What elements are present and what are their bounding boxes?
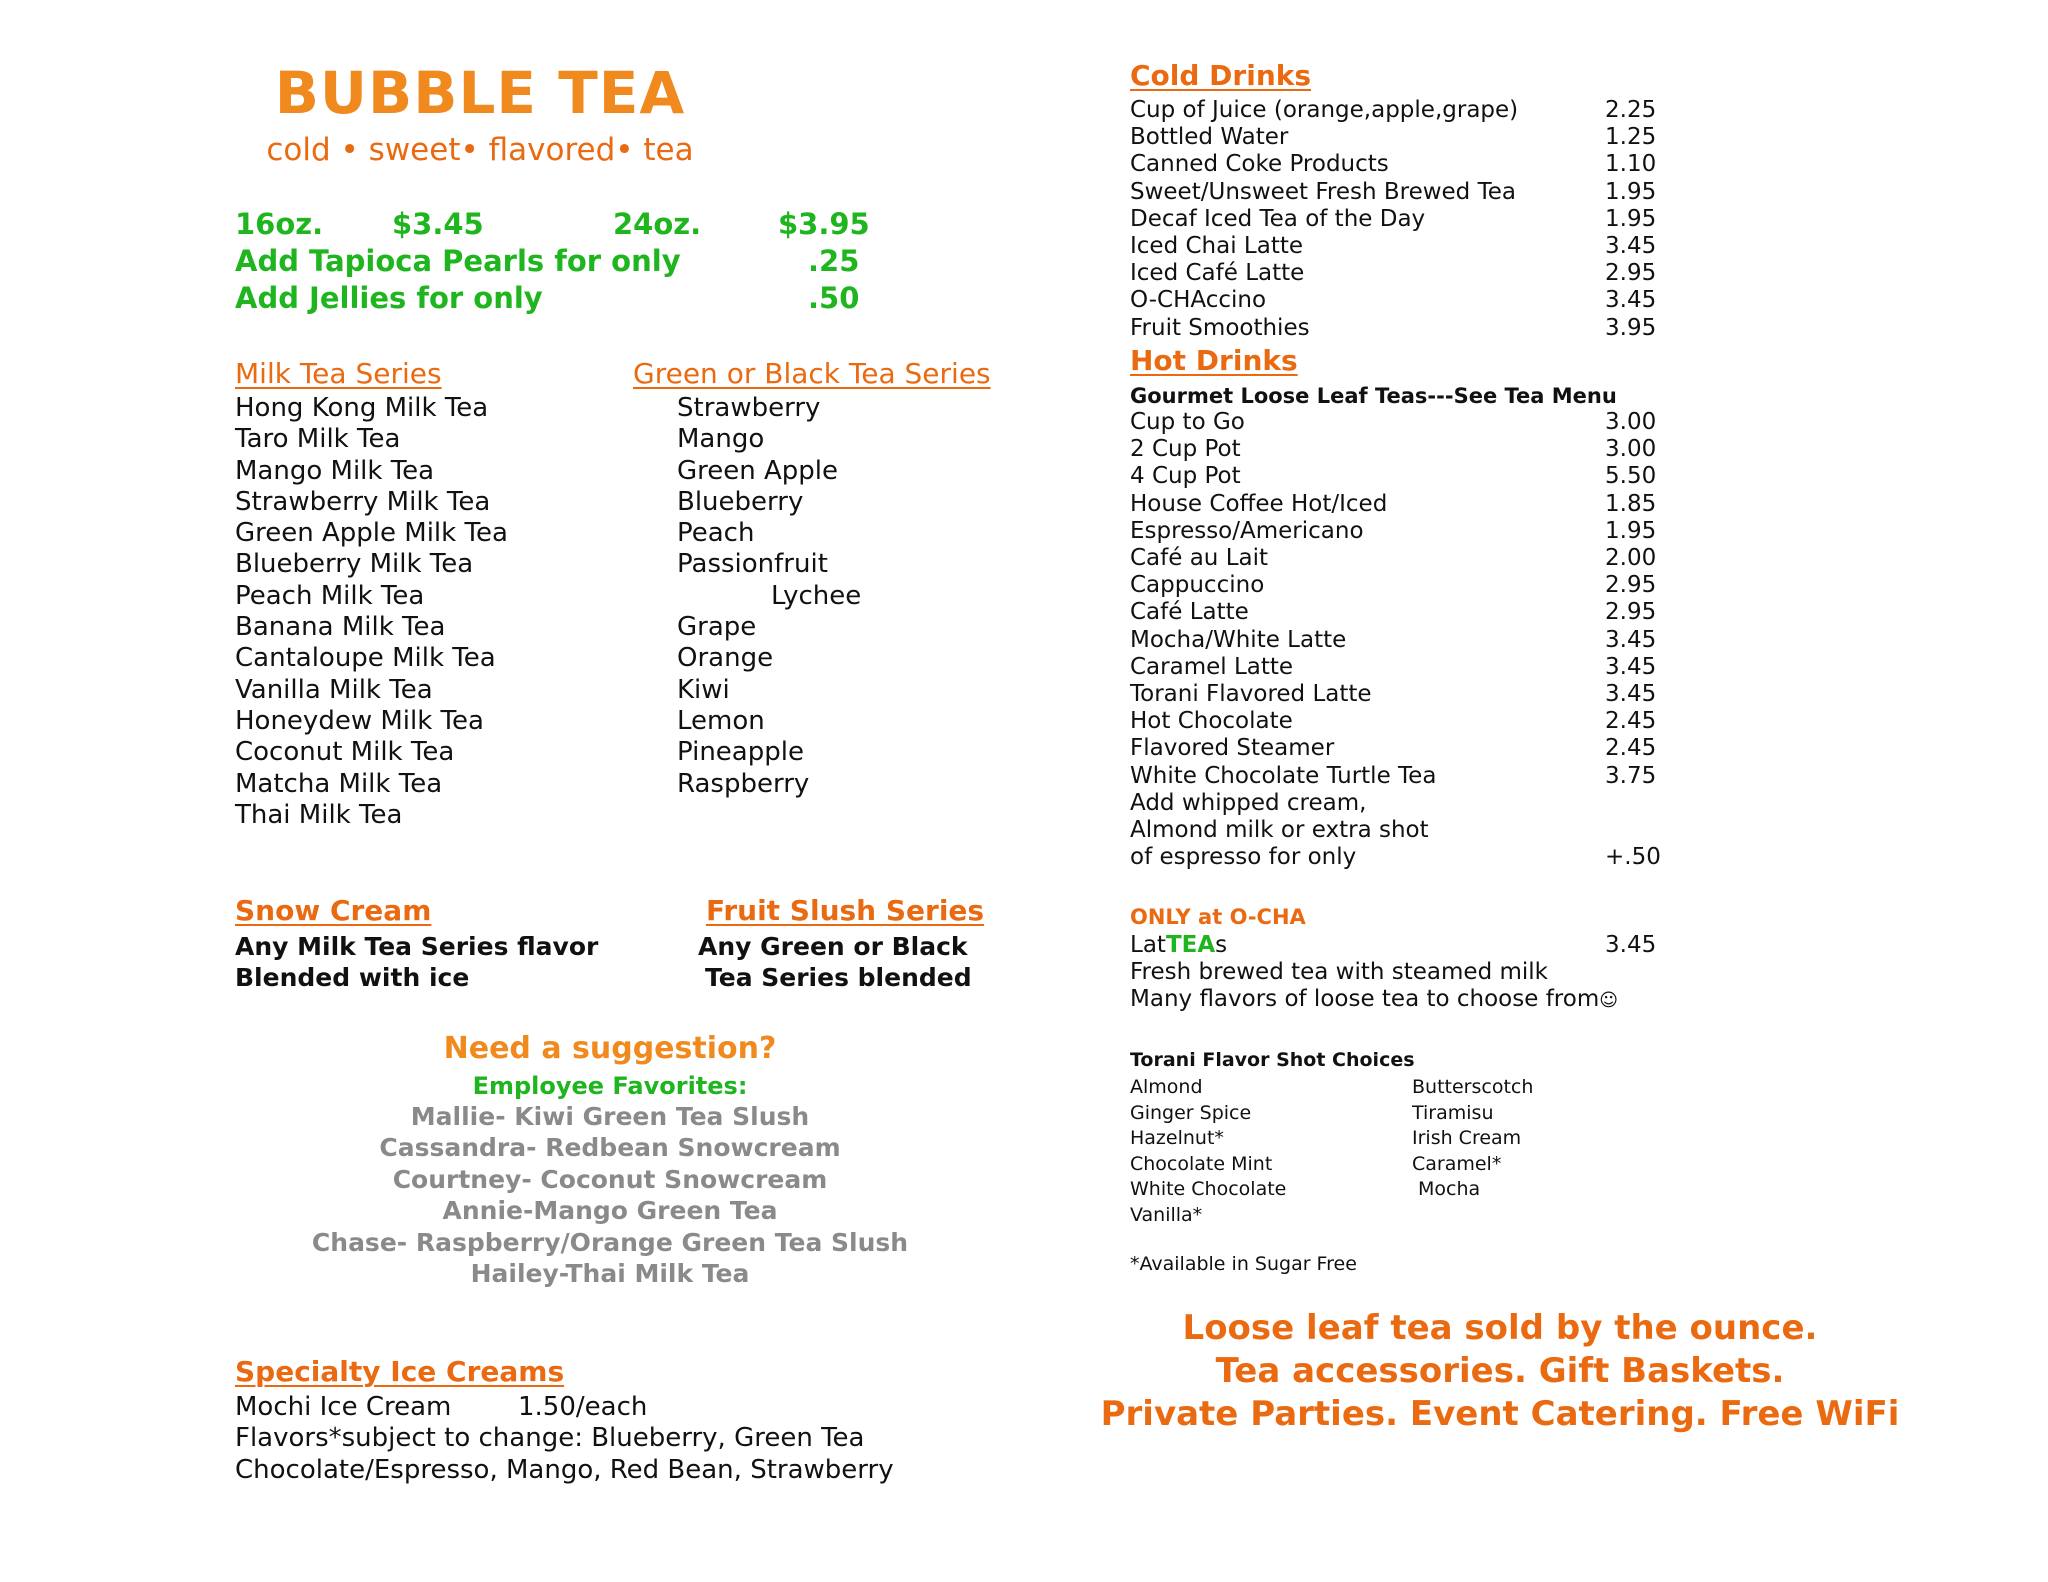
promo-line2: Tea accessories. Gift Baskets. — [1215, 1351, 1785, 1391]
list-item: Mallie- Kiwi Green Tea Slush — [410, 1102, 810, 1131]
tapioca-price: .25 — [808, 244, 860, 278]
list-item: Lemon — [677, 705, 765, 736]
lattea-desc2-text: Many flavors of loose tea to choose from — [1130, 986, 1600, 1012]
list-item: Chocolate Mint — [1130, 1152, 1273, 1175]
item-name: Sweet/Unsweet Fresh Brewed Tea — [1130, 178, 1516, 205]
menu-row — [1130, 626, 1657, 654]
item-price: 1.95 — [1605, 517, 1657, 544]
list-item: Strawberry Milk Tea — [235, 486, 491, 517]
lattea-item — [1130, 932, 1227, 959]
item-name: 4 Cup Pot — [1130, 463, 1241, 490]
list-item: Blueberry — [677, 486, 804, 517]
item-name: Add whipped cream, — [1130, 789, 1367, 816]
lattea-desc1: Fresh brewed tea with steamed milk — [1130, 959, 1548, 985]
milk-tea-heading: Milk Tea Series — [235, 357, 442, 390]
snow-cream-line2: Blended with ice — [235, 963, 470, 992]
menu-row — [1130, 681, 1657, 708]
green-black-tea-heading: Green or Black Tea Series — [633, 357, 991, 390]
item-name: O-CHAccino — [1130, 287, 1267, 314]
menu-row — [1130, 545, 1657, 572]
list-item: Peach — [677, 518, 755, 549]
mochi-flavors-line2: Chocolate/Espresso, Mango, Red Bean, Strawberry — [235, 1455, 894, 1485]
item-price: 2.95 — [1605, 260, 1657, 287]
list-item: Coconut Milk Tea — [235, 737, 455, 768]
ice-cream-heading: Specialty Ice Creams — [235, 1355, 565, 1388]
item-name: Iced Café Latte — [1130, 260, 1305, 287]
item-name: Mocha/White Latte — [1130, 626, 1347, 653]
hot-drinks-list — [1130, 409, 1661, 871]
size-24oz: 24oz. — [613, 207, 702, 241]
smiley-icon: ☺ — [1599, 990, 1618, 1011]
list-item: Vanilla* — [1130, 1203, 1203, 1226]
price-16oz: $3.45 — [392, 207, 484, 241]
menu-row — [1130, 572, 1657, 599]
list-item: Hailey-Thai Milk Tea — [470, 1259, 750, 1289]
list-item: Almond — [1130, 1076, 1203, 1098]
item-price: 3.45 — [1605, 233, 1657, 260]
item-price: 3.95 — [1605, 314, 1657, 341]
menu-row — [1130, 409, 1657, 436]
item-price: 3.45 — [1605, 626, 1657, 653]
promo-line3: Private Parties. Event Catering. Free WiFi — [1100, 1394, 1900, 1434]
item-name: Cup of Juice (orange,apple,grape) — [1130, 97, 1519, 123]
green-black-tea-list — [677, 393, 861, 800]
menu-row — [1130, 463, 1657, 490]
sugar-free-note: *Available in Sugar Free — [1130, 1253, 1357, 1275]
size-16oz: 16oz. — [235, 207, 324, 241]
list-item: Hong Kong Milk Tea — [235, 393, 489, 423]
item-name: Flavored Steamer — [1130, 735, 1335, 762]
only-ocha-heading: ONLY at O-CHA — [1130, 905, 1306, 929]
list-item: Blueberry Milk Tea — [235, 549, 474, 580]
hot-drinks-heading: Hot Drinks — [1130, 344, 1298, 377]
item-name: White Chocolate Turtle Tea — [1130, 762, 1437, 789]
fruit-slush-heading: Fruit Slush Series — [706, 894, 985, 927]
item-name: House Coffee Hot/Iced — [1130, 490, 1388, 517]
menu-row — [1130, 205, 1657, 233]
menu-row — [1130, 314, 1657, 342]
cold-drinks-list — [1130, 97, 1657, 342]
item-name: Cup to Go — [1130, 409, 1245, 435]
mochi-flavors-line1: Flavors*subject to change: Blueberry, Green Tea — [235, 1423, 865, 1453]
menu-row — [1130, 817, 1436, 844]
item-name: Fruit Smoothies — [1130, 314, 1310, 341]
hot-drinks-subheading: Gourmet Loose Leaf Teas---See Tea Menu — [1130, 384, 1617, 408]
list-item: Chase- Raspberry/Orange Green Tea Slush — [311, 1227, 909, 1257]
tapioca-label: Add Tapioca Pearls for only — [235, 244, 681, 278]
mochi-price: 1.50/each — [518, 1392, 648, 1422]
item-price: +.50 — [1605, 844, 1661, 871]
menu-row — [1130, 844, 1661, 871]
menu-title: BUBBLE TEA — [274, 59, 686, 127]
list-item: Courtney- Coconut Snowcream — [392, 1164, 828, 1194]
list-item: Mango Milk Tea — [235, 455, 435, 486]
list-item: Green Apple Milk Tea — [235, 518, 508, 549]
item-name: Café au Lait — [1130, 545, 1269, 572]
item-price: 3.75 — [1605, 762, 1657, 789]
item-name: Cappuccino — [1130, 572, 1265, 599]
list-item: Matcha Milk Tea — [235, 768, 443, 799]
menu-row — [1130, 517, 1657, 545]
list-item: Mocha — [1412, 1178, 1481, 1200]
item-name: Iced Chai Latte — [1130, 233, 1304, 260]
item-price: 2.00 — [1605, 545, 1657, 572]
jellies-label: Add Jellies for only — [235, 281, 543, 315]
list-item: Cassandra- Redbean Snowcream — [379, 1133, 841, 1163]
menu-row — [1130, 124, 1657, 151]
item-name: Bottled Water — [1130, 124, 1289, 151]
list-item: Banana Milk Tea — [235, 612, 446, 643]
lattea-desc2 — [1130, 986, 1618, 1014]
list-item: Hazelnut* — [1130, 1127, 1224, 1149]
list-item: Mango — [677, 424, 765, 455]
list-item: Butterscotch — [1412, 1076, 1534, 1098]
item-price: 1.95 — [1605, 178, 1657, 205]
list-item: Orange — [677, 643, 774, 674]
list-item: Grape — [677, 612, 757, 643]
menu-row — [1130, 708, 1657, 735]
price-24oz: $3.95 — [778, 207, 870, 241]
lattea-price: 3.45 — [1605, 932, 1657, 958]
item-price: 3.45 — [1605, 653, 1657, 680]
item-price: 5.50 — [1605, 463, 1657, 490]
item-price: 3.00 — [1605, 409, 1657, 435]
menu-row — [1130, 790, 1436, 817]
list-item: Annie-Mango Green Tea — [442, 1196, 778, 1226]
item-price: 2.95 — [1605, 572, 1657, 599]
list-item: Kiwi — [677, 674, 730, 705]
list-item: White Chocolate — [1130, 1178, 1287, 1200]
snow-cream-line1: Any Milk Tea Series flavor — [235, 932, 599, 961]
menu-subtitle: cold • sweet• flavored• tea — [266, 132, 694, 168]
list-item: Passionfruit — [677, 549, 828, 580]
menu-row — [1130, 97, 1657, 124]
item-name: Almond milk or extra shot — [1130, 817, 1429, 844]
item-name: Torani Flavored Latte — [1130, 681, 1372, 708]
mochi-item: Mochi Ice Cream — [235, 1392, 452, 1422]
menu-row — [1130, 653, 1657, 681]
fruit-slush-line2: Tea Series blended — [705, 963, 972, 992]
item-price: 3.45 — [1605, 681, 1657, 708]
menu-row — [1130, 436, 1657, 463]
milk-tea-list — [235, 393, 508, 831]
menu-row — [1130, 735, 1657, 762]
item-name: of espresso for only — [1130, 844, 1357, 871]
menu-row — [1130, 260, 1657, 287]
promo-line1: Loose leaf tea sold by the ounce. — [1182, 1308, 1818, 1348]
cold-drinks-heading: Cold Drinks — [1130, 59, 1312, 92]
item-name: Hot Chocolate — [1130, 708, 1293, 735]
menu-row — [1130, 599, 1657, 626]
menu-row — [1130, 490, 1657, 518]
list-item: Ginger Spice — [1130, 1101, 1252, 1124]
item-price: 1.85 — [1605, 490, 1657, 517]
item-price: 2.45 — [1605, 735, 1657, 762]
item-name: Canned Coke Products — [1130, 151, 1389, 178]
fruit-slush-line1: Any Green or Black — [698, 932, 968, 961]
list-item: Strawberry — [677, 393, 821, 423]
menu-row — [1130, 151, 1657, 178]
jellies-price: .50 — [808, 281, 860, 315]
torani-heading: Torani Flavor Shot Choices — [1130, 1049, 1415, 1071]
list-item: Tiramisu — [1412, 1101, 1494, 1124]
item-price: 1.10 — [1605, 151, 1657, 178]
menu-row — [1130, 233, 1657, 260]
lattea-suffix: s — [1215, 932, 1228, 958]
menu-row — [1130, 178, 1657, 206]
employee-favorites-heading: Employee Favorites: — [472, 1072, 748, 1100]
item-price: 2.25 — [1605, 97, 1657, 123]
torani-col2 — [1412, 1075, 1533, 1203]
list-item: Cantaloupe Milk Tea — [235, 643, 496, 674]
item-price: 2.45 — [1605, 708, 1657, 735]
lattea-highlight: TEA — [1165, 932, 1216, 958]
item-name: Espresso/Americano — [1130, 517, 1364, 544]
item-name: Caramel Latte — [1130, 653, 1294, 680]
list-item: Lychee — [771, 580, 862, 611]
menu-row — [1130, 287, 1657, 314]
lattea-prefix: Lat — [1130, 932, 1166, 958]
item-price: 1.95 — [1605, 205, 1657, 232]
snow-cream-heading: Snow Cream — [235, 894, 432, 927]
list-item: Raspberry — [677, 768, 810, 799]
item-price: 1.25 — [1605, 124, 1657, 151]
menu-row — [1130, 762, 1657, 790]
employee-favorites-list — [310, 1101, 910, 1289]
item-price: 2.95 — [1605, 599, 1657, 626]
item-name: 2 Cup Pot — [1130, 436, 1241, 463]
list-item: Honeydew Milk Tea — [235, 705, 484, 736]
suggestion-heading: Need a suggestion? — [443, 1031, 777, 1066]
list-item: Thai Milk Tea — [235, 799, 403, 830]
list-item: Peach Milk Tea — [235, 580, 425, 611]
item-price: 3.45 — [1605, 287, 1657, 314]
item-name: Café Latte — [1130, 599, 1249, 626]
list-item: Caramel* — [1412, 1152, 1502, 1175]
list-item: Green Apple — [677, 455, 839, 486]
item-price: 3.00 — [1605, 436, 1657, 463]
torani-col1 — [1130, 1075, 1286, 1228]
list-item: Irish Cream — [1412, 1127, 1522, 1149]
list-item: Pineapple — [677, 737, 804, 768]
list-item: Vanilla Milk Tea — [235, 674, 433, 705]
item-name: Decaf Iced Tea of the Day — [1130, 205, 1426, 232]
list-item: Taro Milk Tea — [235, 424, 401, 455]
